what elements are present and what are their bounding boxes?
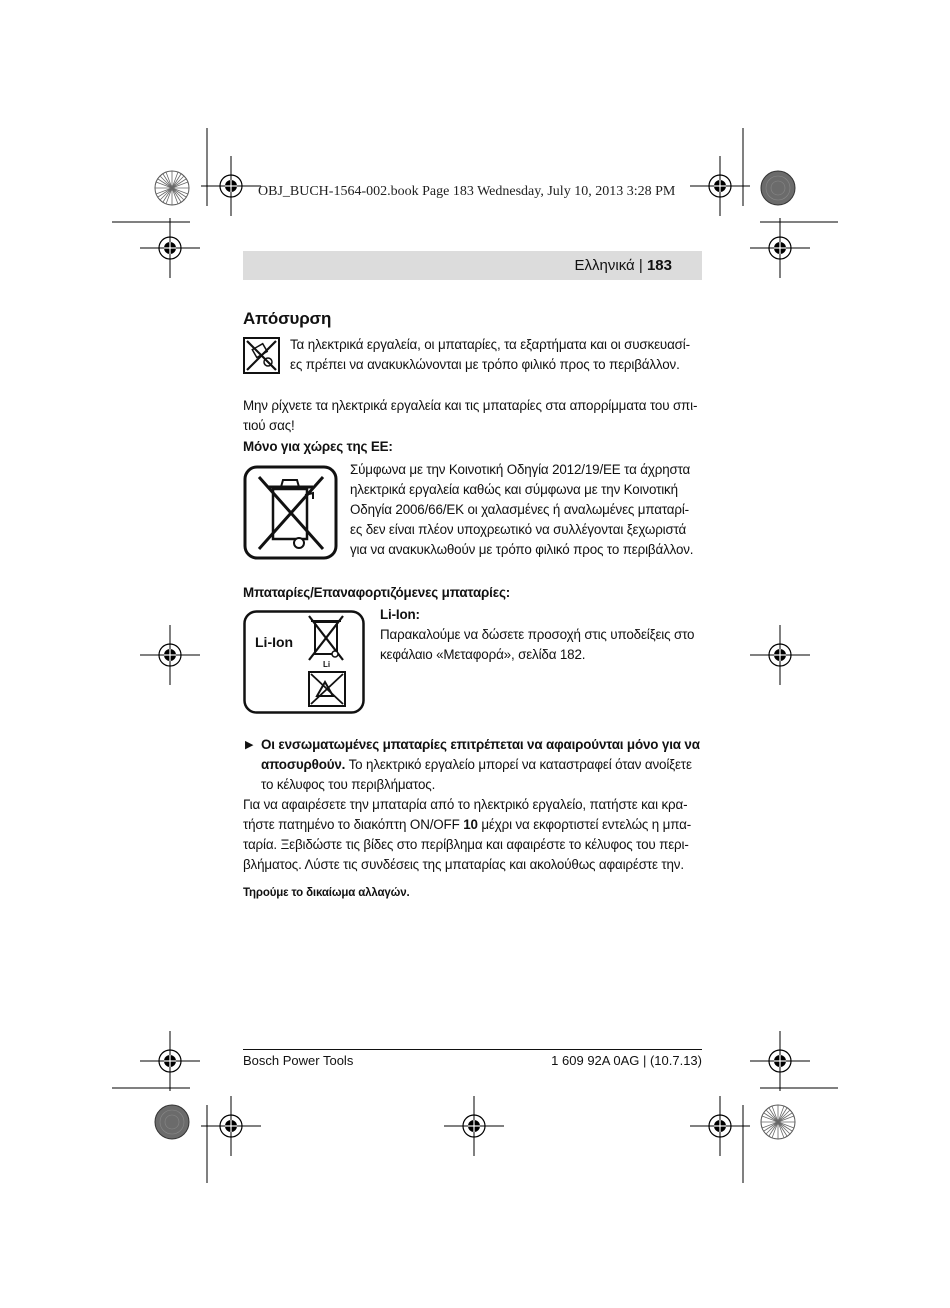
liion-title: Li-Ion: <box>380 607 420 622</box>
header-language: Ελληνικά <box>574 257 635 274</box>
header-text <box>575 257 672 274</box>
bullet-line-2 <box>261 755 711 775</box>
removal-line: ταρία. Ξεβιδώστε τις βίδες στο περίβλημα και αφαιρέστε το κέλυφος του περι- <box>243 837 689 852</box>
switch-reference-number: 10 <box>463 817 478 832</box>
liion-icon-label: Li-Ion <box>255 634 294 650</box>
bullet-line-3: το κέλυφος του περιβλήματος. <box>261 777 436 792</box>
removal-line <box>243 815 713 835</box>
removal-paragraph <box>243 795 713 875</box>
page-header <box>243 251 702 280</box>
bullet-bold-line: Οι ενσωματωμένες μπαταρίες επιτρέπεται να αφαιρούνται μόνο για να <box>261 737 700 752</box>
intro-paragraph <box>290 335 705 375</box>
footer-brand: Bosch Power Tools <box>243 1053 354 1068</box>
print-slug-line: OBJ_BUCH-1564-002.book Page 183 Wednesday, July 10, 2013 3:28 PM <box>258 184 676 199</box>
page-number: 183 <box>646 257 672 274</box>
liion-icon-sublabel: Li <box>323 660 331 669</box>
footer-doc-code: 1 609 92A 0AG | (10.7.13) <box>551 1053 702 1068</box>
recycle-packaging-icon <box>243 337 280 374</box>
eu-line: Σύμφωνα με την Κοινοτική Οδηγία 2012/19/ΕΕ τα άχρηστα <box>350 462 691 477</box>
header-separator: | <box>638 257 643 274</box>
footer-rule <box>243 1049 702 1050</box>
removal-line: Για να αφαιρέσετε την μπαταρία από το ηλεκτρικό εργαλείο, πατήστε και κρα- <box>243 797 688 812</box>
removal-line: βλήματος. Λύστε τις συνδέσεις της μπαταρίας και ακολούθως αφαιρέστε την. <box>243 857 684 872</box>
weee-crossed-bin-icon <box>243 465 338 560</box>
bullet-bold-word: αποσυρθούν. <box>261 757 346 772</box>
eu-line: ες δεν είναι πλέον υποχρεωτικό να συλλέγονται ξεχωριστά <box>350 522 687 537</box>
intro-line: Τα ηλεκτρικά εργαλεία, οι μπαταρίες, τα εξαρτήματα και οι συσκευασί- <box>290 337 690 352</box>
eu-line: ηλεκτρικά εργαλεία καθώς και σύμφωνα με την Κοινοτική <box>350 482 678 497</box>
bullet-marker: ▶ <box>245 739 254 751</box>
removal-text: μέχρι να εκφορτιστεί εντελώς η μπα- <box>477 817 692 832</box>
rights-note: Τηρούμε το δικαίωμα αλλαγών. <box>243 887 410 899</box>
battery-heading: Μπαταρίες/Επαναφορτιζόμενες μπαταρίες: <box>243 585 511 600</box>
removal-text: τήστε πατημένο το διακόπτη ON/OFF <box>243 817 464 832</box>
liion-line: Παρακαλούμε να δώσετε προσοχή στις υποδείξεις στο <box>380 627 695 642</box>
bullet-paragraph <box>261 735 711 795</box>
liion-icon-graphic <box>243 610 365 714</box>
liion-line: κεφάλαιο «Μεταφορά», σελίδα 182. <box>380 647 586 662</box>
liion-recycling-icon <box>243 610 365 714</box>
section-title: Απόσυρση <box>243 309 332 328</box>
eu-heading: Μόνο για χώρες της ΕΕ: <box>243 439 393 454</box>
warning-line: Μην ρίχνετε τα ηλεκτρικά εργαλεία και τις μπαταρίες στα απορρίμματα του σπι- <box>243 398 698 413</box>
eu-line: Οδηγία 2006/66/ΕΚ οι χαλασμένες ή αναλωμένες μπαταρί- <box>350 502 689 517</box>
liion-note <box>380 605 710 665</box>
warning-line: τιού σας! <box>243 418 295 433</box>
eu-directive-paragraph <box>350 460 710 560</box>
eu-line: για να ανακυκλωθούν με τρόπο φιλικό προς το περιβάλλον. <box>350 542 694 557</box>
bullet-rest: Το ηλεκτρικό εργαλείο μπορεί να καταστραφεί όταν ανοίξετε <box>345 757 692 772</box>
intro-line: ες πρέπει να ανακυκλώνονται με τρόπο φιλικό προς το περιβάλλον. <box>290 357 680 372</box>
warning-paragraph <box>243 396 713 436</box>
